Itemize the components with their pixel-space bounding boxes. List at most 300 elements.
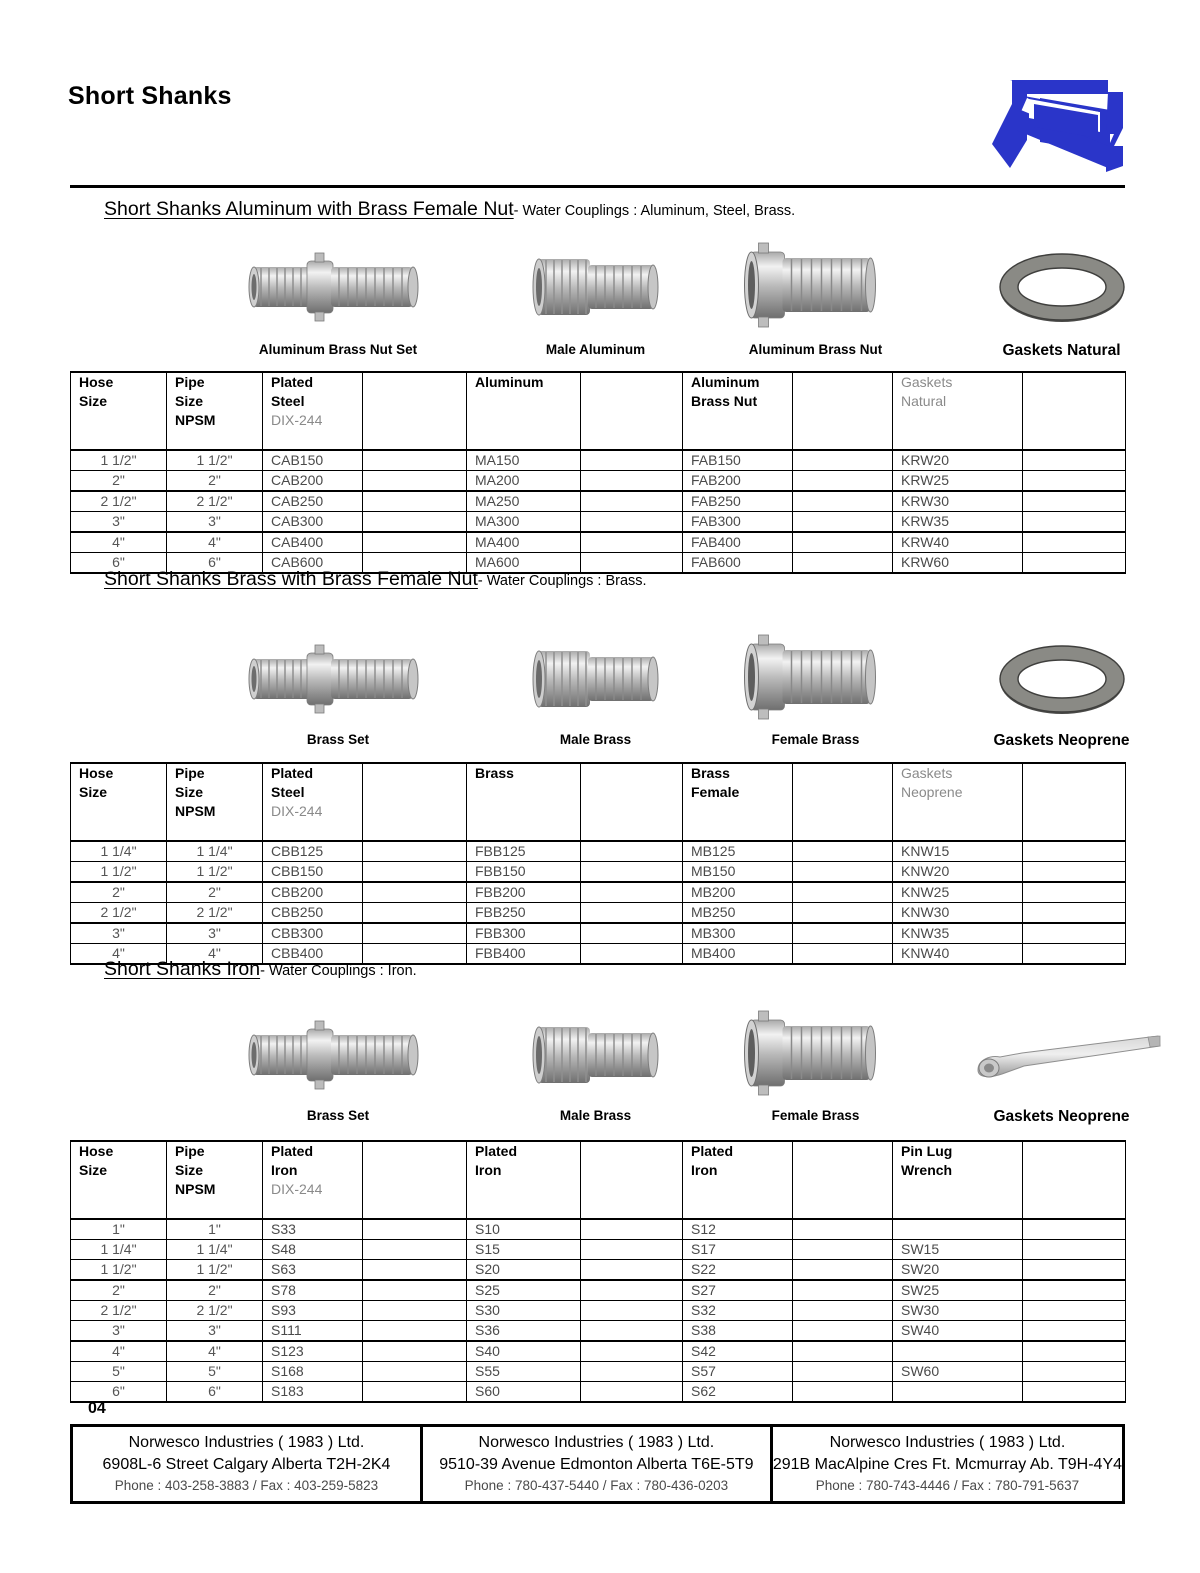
size-cell: 5" bbox=[71, 1362, 167, 1382]
part-number-cell bbox=[581, 1382, 683, 1403]
size-cell: 1 1/4" bbox=[167, 1240, 263, 1260]
part-number-cell bbox=[1023, 882, 1126, 903]
spacer bbox=[691, 1180, 784, 1199]
column-header-line: Size bbox=[79, 784, 108, 800]
part-number-cell bbox=[1023, 471, 1126, 492]
size-cell: 2 1/2" bbox=[167, 903, 263, 924]
part-number-cell: MA150 bbox=[467, 450, 581, 471]
part-number-cell bbox=[363, 1260, 467, 1281]
part-number-cell bbox=[581, 841, 683, 862]
column-header-line: NPSM bbox=[175, 803, 216, 819]
table-row bbox=[71, 1321, 1126, 1342]
product-caption: Male Brass bbox=[559, 732, 632, 747]
part-number-cell bbox=[1023, 1260, 1126, 1281]
column-header bbox=[581, 372, 683, 450]
table-row bbox=[71, 1240, 1126, 1260]
spacer bbox=[79, 1199, 158, 1218]
section-heading-main: Short Shanks Iron bbox=[104, 958, 261, 980]
part-number-cell bbox=[363, 491, 467, 512]
part-number-cell bbox=[1023, 1362, 1126, 1382]
table-body bbox=[71, 372, 1126, 573]
part-number-cell bbox=[1023, 862, 1126, 883]
product-figure bbox=[928, 624, 1195, 756]
part-number-cell: FBB300 bbox=[467, 923, 581, 944]
part-number-cell bbox=[363, 471, 467, 492]
column-header-line: Aluminum bbox=[691, 374, 760, 390]
part-number-cell: FAB600 bbox=[683, 553, 793, 574]
part-number-cell bbox=[581, 923, 683, 944]
part-number-cell: S40 bbox=[467, 1341, 581, 1362]
part-number-cell: KRW20 bbox=[893, 450, 1023, 471]
spacer bbox=[589, 430, 674, 449]
office-name: Norwesco Industries ( 1983 ) Ltd. bbox=[128, 1434, 365, 1451]
size-cell: 1" bbox=[71, 1219, 167, 1240]
office-contact: Phone : 780-743-4446 / Fax : 780-791-5637 bbox=[815, 1478, 1080, 1493]
pin-lug-wrench-image bbox=[962, 1022, 1162, 1092]
part-number-cell: CAB250 bbox=[263, 491, 363, 512]
office-address: 291B MacAlpine Cres Ft. Mcmurray Ab. T9H-4Y4 bbox=[772, 1456, 1123, 1473]
spacer bbox=[901, 821, 1014, 840]
column-header-line: NPSM bbox=[175, 1181, 216, 1197]
part-number-cell: CAB600 bbox=[263, 553, 363, 574]
section-heading-iron bbox=[104, 958, 417, 981]
shank-coupling-set-image bbox=[243, 237, 433, 337]
part-number-cell bbox=[1023, 1341, 1126, 1362]
product-caption: Gaskets Neoprene bbox=[993, 1108, 1130, 1125]
column-header bbox=[167, 1141, 263, 1219]
column-header bbox=[793, 1141, 893, 1219]
part-number-cell bbox=[1023, 903, 1126, 924]
spacer bbox=[1031, 411, 1117, 430]
part-number-cell: CBB125 bbox=[263, 841, 363, 862]
column-header-line: Aluminum bbox=[475, 374, 544, 390]
column-header bbox=[683, 1141, 793, 1219]
column-header-line: Brass bbox=[691, 765, 730, 781]
female-nut-shank-image bbox=[738, 234, 893, 337]
spacer bbox=[371, 802, 458, 821]
column-header bbox=[467, 763, 581, 841]
spacer bbox=[691, 802, 784, 821]
part-number-cell: CBB150 bbox=[263, 862, 363, 883]
part-number-cell: KNW25 bbox=[893, 882, 1023, 903]
spacer bbox=[475, 411, 572, 430]
spacer bbox=[589, 1161, 674, 1180]
part-number-cell bbox=[793, 1280, 893, 1301]
part-number-cell: MB400 bbox=[683, 944, 793, 965]
part-number-cell: SW15 bbox=[893, 1240, 1023, 1260]
part-number-cell: S33 bbox=[263, 1219, 363, 1240]
part-number-cell: KRW30 bbox=[893, 491, 1023, 512]
part-number-cell bbox=[793, 1301, 893, 1321]
part-number-cell: KRW60 bbox=[893, 553, 1023, 574]
table-body bbox=[71, 763, 1126, 964]
column-header bbox=[467, 372, 581, 450]
spacer bbox=[691, 821, 784, 840]
spacer bbox=[801, 392, 884, 411]
table-row bbox=[71, 1280, 1126, 1301]
spacer bbox=[901, 411, 1014, 430]
column-header-line: Size bbox=[175, 1162, 204, 1178]
part-number-cell bbox=[793, 491, 893, 512]
spacer bbox=[801, 1142, 884, 1161]
female-nut-shank-image bbox=[738, 626, 893, 729]
size-cell: 1 1/4" bbox=[167, 841, 263, 862]
spacer bbox=[1031, 764, 1117, 783]
part-number-cell: CBB400 bbox=[263, 944, 363, 965]
part-number-cell bbox=[581, 903, 683, 924]
table-header-row bbox=[71, 1141, 1126, 1219]
table-row bbox=[71, 1301, 1126, 1321]
part-number-cell bbox=[793, 882, 893, 903]
product-figure bbox=[488, 232, 703, 362]
part-number-cell bbox=[363, 1280, 467, 1301]
column-header-line: Plated bbox=[271, 1143, 314, 1159]
size-cell: 4" bbox=[167, 1341, 263, 1362]
spacer bbox=[475, 1180, 572, 1199]
column-header-line: Size bbox=[175, 393, 204, 409]
product-image-strip-brass bbox=[70, 624, 1130, 756]
spacer bbox=[371, 411, 458, 430]
size-cell: 3" bbox=[167, 1321, 263, 1342]
column-header-line: Size bbox=[175, 784, 204, 800]
column-header-subline: Neoprene bbox=[901, 784, 963, 800]
table-row bbox=[71, 471, 1126, 492]
spacer bbox=[371, 430, 458, 449]
part-number-cell: FBB400 bbox=[467, 944, 581, 965]
footer-contact-bar bbox=[70, 1424, 1125, 1504]
spacer bbox=[1031, 1199, 1117, 1218]
part-number-cell: KNW35 bbox=[893, 923, 1023, 944]
spacer bbox=[801, 821, 884, 840]
size-cell: 2 1/2" bbox=[71, 903, 167, 924]
male-shank-image bbox=[526, 1005, 666, 1105]
part-number-cell: FAB400 bbox=[683, 532, 793, 553]
table-row bbox=[71, 1362, 1126, 1382]
part-number-cell: CAB400 bbox=[263, 532, 363, 553]
part-number-cell bbox=[363, 1301, 467, 1321]
column-header bbox=[71, 372, 167, 450]
product-figure bbox=[928, 1000, 1195, 1132]
column-header bbox=[263, 763, 363, 841]
spacer bbox=[589, 802, 674, 821]
product-figure bbox=[703, 1000, 928, 1132]
part-number-cell bbox=[1023, 923, 1126, 944]
spacer bbox=[589, 1142, 674, 1161]
part-number-cell: KNW30 bbox=[893, 903, 1023, 924]
section-heading-aluminum bbox=[104, 198, 795, 221]
part-number-cell: S38 bbox=[683, 1321, 793, 1342]
part-number-cell: CAB300 bbox=[263, 512, 363, 533]
footer-office-edmonton bbox=[420, 1427, 770, 1501]
part-number-cell bbox=[793, 841, 893, 862]
column-header bbox=[167, 763, 263, 841]
part-number-cell bbox=[1023, 1219, 1126, 1240]
female-nut-shank-image bbox=[738, 1002, 893, 1105]
part-number-cell: MB300 bbox=[683, 923, 793, 944]
spacer bbox=[801, 411, 884, 430]
column-header bbox=[263, 1141, 363, 1219]
table-row bbox=[71, 1260, 1126, 1281]
part-number-cell bbox=[363, 1321, 467, 1342]
part-number-cell bbox=[581, 1301, 683, 1321]
part-number-cell bbox=[793, 512, 893, 533]
spec-table-brass bbox=[70, 762, 1126, 965]
spacer bbox=[1031, 1161, 1117, 1180]
spacer bbox=[801, 783, 884, 802]
size-cell: 2 1/2" bbox=[71, 491, 167, 512]
spacer bbox=[1031, 430, 1117, 449]
column-header-subline: Gaskets bbox=[901, 765, 953, 781]
part-number-cell bbox=[581, 471, 683, 492]
part-number-cell bbox=[1023, 944, 1126, 965]
spacer bbox=[271, 430, 354, 449]
part-number-cell: S93 bbox=[263, 1301, 363, 1321]
column-header-subline: Gaskets bbox=[901, 374, 953, 390]
part-number-cell: MB150 bbox=[683, 862, 793, 883]
part-number-cell bbox=[363, 841, 467, 862]
part-number-cell bbox=[1023, 1382, 1126, 1403]
part-number-cell bbox=[363, 450, 467, 471]
part-number-cell bbox=[363, 1362, 467, 1382]
office-name: Norwesco Industries ( 1983 ) Ltd. bbox=[478, 1434, 715, 1451]
table-header-row bbox=[71, 763, 1126, 841]
part-number-cell bbox=[793, 923, 893, 944]
column-header-line: Hose bbox=[79, 1143, 114, 1159]
part-number-cell: SW40 bbox=[893, 1321, 1023, 1342]
spacer bbox=[371, 392, 458, 411]
size-cell: 5" bbox=[167, 1362, 263, 1382]
column-header-line: Iron bbox=[271, 1162, 298, 1178]
part-number-cell: MA250 bbox=[467, 491, 581, 512]
part-number-cell: MA200 bbox=[467, 471, 581, 492]
size-cell: 2" bbox=[71, 882, 167, 903]
spacer bbox=[589, 392, 674, 411]
part-number-cell: S111 bbox=[263, 1321, 363, 1342]
part-number-cell bbox=[581, 944, 683, 965]
product-figure bbox=[208, 232, 468, 362]
spacer bbox=[371, 373, 458, 392]
spacer bbox=[1031, 802, 1117, 821]
size-cell: 1" bbox=[167, 1219, 263, 1240]
part-number-cell bbox=[793, 1382, 893, 1403]
spacer bbox=[79, 411, 158, 430]
part-number-cell: KRW35 bbox=[893, 512, 1023, 533]
size-cell: 3" bbox=[71, 923, 167, 944]
size-cell: 4" bbox=[71, 944, 167, 965]
size-cell: 2 1/2" bbox=[167, 491, 263, 512]
size-cell: 3" bbox=[167, 512, 263, 533]
table-row bbox=[71, 512, 1126, 533]
table-row bbox=[71, 923, 1126, 944]
size-cell: 3" bbox=[71, 512, 167, 533]
part-number-cell bbox=[793, 1321, 893, 1342]
part-number-cell: S57 bbox=[683, 1362, 793, 1382]
office-name: Norwesco Industries ( 1983 ) Ltd. bbox=[829, 1434, 1066, 1451]
part-number-cell: MA600 bbox=[467, 553, 581, 574]
part-number-cell bbox=[363, 923, 467, 944]
column-header-line: Brass bbox=[475, 765, 514, 781]
part-number-cell: CBB200 bbox=[263, 882, 363, 903]
part-number-cell: S55 bbox=[467, 1362, 581, 1382]
table-row bbox=[71, 882, 1126, 903]
product-figure bbox=[703, 624, 928, 756]
column-header bbox=[467, 1141, 581, 1219]
size-cell: 2" bbox=[167, 1280, 263, 1301]
part-number-cell bbox=[363, 882, 467, 903]
column-header-subline: DIX-244 bbox=[271, 1181, 323, 1197]
spacer bbox=[901, 1180, 1014, 1199]
spacer bbox=[1031, 392, 1117, 411]
part-number-cell: SW60 bbox=[893, 1362, 1023, 1382]
table-row bbox=[71, 450, 1126, 471]
part-number-cell: FBB250 bbox=[467, 903, 581, 924]
part-number-cell bbox=[793, 1240, 893, 1260]
spacer bbox=[1031, 821, 1117, 840]
table-row bbox=[71, 491, 1126, 512]
column-header-line: Hose bbox=[79, 374, 114, 390]
part-number-cell: FBB125 bbox=[467, 841, 581, 862]
table-header-row bbox=[71, 372, 1126, 450]
spacer bbox=[475, 783, 572, 802]
part-number-cell: MA400 bbox=[467, 532, 581, 553]
product-caption: Aluminum Brass Nut Set bbox=[258, 342, 418, 357]
part-number-cell: S123 bbox=[263, 1341, 363, 1362]
part-number-cell bbox=[363, 903, 467, 924]
part-number-cell bbox=[793, 471, 893, 492]
page-number: 04 bbox=[88, 1400, 106, 1417]
part-number-cell: KNW20 bbox=[893, 862, 1023, 883]
part-number-cell bbox=[793, 553, 893, 574]
spacer bbox=[371, 1142, 458, 1161]
part-number-cell bbox=[1023, 553, 1126, 574]
part-number-cell: S48 bbox=[263, 1240, 363, 1260]
part-number-cell bbox=[1023, 1240, 1126, 1260]
part-number-cell: MB125 bbox=[683, 841, 793, 862]
product-caption: Male Brass bbox=[559, 1108, 632, 1123]
part-number-cell: S63 bbox=[263, 1260, 363, 1281]
size-cell: 6" bbox=[71, 553, 167, 574]
part-number-cell bbox=[581, 512, 683, 533]
spacer bbox=[589, 1180, 674, 1199]
column-header-subline: Natural bbox=[901, 393, 947, 409]
spacer bbox=[589, 821, 674, 840]
spacer bbox=[475, 821, 572, 840]
product-caption: Brass Set bbox=[306, 1108, 370, 1123]
part-number-cell: FAB250 bbox=[683, 491, 793, 512]
spacer bbox=[1031, 373, 1117, 392]
column-header bbox=[683, 763, 793, 841]
column-header-line: NPSM bbox=[175, 412, 216, 428]
product-caption: Brass Set bbox=[306, 732, 370, 747]
column-header bbox=[363, 763, 467, 841]
part-number-cell bbox=[793, 1219, 893, 1240]
column-header-line: Pipe bbox=[175, 374, 205, 390]
product-figure bbox=[208, 624, 468, 756]
male-shank-image bbox=[526, 629, 666, 729]
column-header-line: Plated bbox=[271, 374, 314, 390]
part-number-cell bbox=[1023, 1321, 1126, 1342]
column-header-line: Pin Lug bbox=[901, 1143, 953, 1159]
size-cell: 1 1/2" bbox=[167, 450, 263, 471]
column-header-line: Wrench bbox=[901, 1162, 953, 1178]
column-header bbox=[893, 1141, 1023, 1219]
spacer bbox=[371, 1199, 458, 1218]
part-number-cell: FBB150 bbox=[467, 862, 581, 883]
part-number-cell bbox=[1023, 1280, 1126, 1301]
spacer bbox=[175, 1199, 254, 1218]
part-number-cell bbox=[581, 1341, 683, 1362]
part-number-cell bbox=[1023, 512, 1126, 533]
column-header-line: Pipe bbox=[175, 1143, 205, 1159]
spacer bbox=[79, 430, 158, 449]
size-cell: 2" bbox=[71, 471, 167, 492]
part-number-cell bbox=[1023, 1301, 1126, 1321]
size-cell: 1 1/2" bbox=[71, 862, 167, 883]
part-number-cell: FAB150 bbox=[683, 450, 793, 471]
spacer bbox=[801, 802, 884, 821]
spacer bbox=[271, 821, 354, 840]
spacer bbox=[371, 1180, 458, 1199]
spacer bbox=[79, 802, 158, 821]
product-caption: Aluminum Brass Nut bbox=[748, 342, 883, 357]
column-header-line: Brass Nut bbox=[691, 393, 758, 409]
spacer bbox=[475, 1199, 572, 1218]
part-number-cell: S10 bbox=[467, 1219, 581, 1240]
spacer bbox=[1031, 783, 1117, 802]
product-caption: Male Aluminum bbox=[545, 342, 646, 357]
footer-office-calgary bbox=[73, 1427, 420, 1501]
product-figure bbox=[928, 232, 1195, 362]
part-number-cell bbox=[893, 1341, 1023, 1362]
part-number-cell: MB250 bbox=[683, 903, 793, 924]
part-number-cell: CAB200 bbox=[263, 471, 363, 492]
spacer bbox=[271, 1199, 354, 1218]
male-shank-image bbox=[526, 237, 666, 337]
spacer bbox=[475, 802, 572, 821]
part-number-cell bbox=[363, 862, 467, 883]
product-caption: Female Brass bbox=[771, 1108, 860, 1123]
column-header-line: Iron bbox=[691, 1162, 718, 1178]
part-number-cell: CBB250 bbox=[263, 903, 363, 924]
size-cell: 1 1/2" bbox=[71, 450, 167, 471]
product-figure bbox=[488, 1000, 703, 1132]
spacer bbox=[589, 764, 674, 783]
table-row bbox=[71, 532, 1126, 553]
shank-coupling-set-image bbox=[243, 1005, 433, 1105]
part-number-cell: MB200 bbox=[683, 882, 793, 903]
product-caption: Gaskets Neoprene bbox=[993, 732, 1130, 749]
office-address: 6908L-6 Street Calgary Alberta T2H-2K4 bbox=[102, 1456, 391, 1473]
column-header-subline: DIX-244 bbox=[271, 803, 323, 819]
size-cell: 1 1/2" bbox=[167, 1260, 263, 1281]
size-cell: 1 1/4" bbox=[71, 1240, 167, 1260]
size-cell: 6" bbox=[167, 1382, 263, 1403]
spacer bbox=[901, 802, 1014, 821]
part-number-cell bbox=[1023, 532, 1126, 553]
part-number-cell bbox=[581, 1260, 683, 1281]
part-number-cell bbox=[793, 1341, 893, 1362]
shank-coupling-set-image bbox=[243, 629, 433, 729]
column-header bbox=[793, 763, 893, 841]
part-number-cell: SW25 bbox=[893, 1280, 1023, 1301]
product-image-strip-aluminum bbox=[70, 232, 1125, 362]
table-row bbox=[71, 903, 1126, 924]
product-figure bbox=[703, 232, 928, 362]
part-number-cell: S60 bbox=[467, 1382, 581, 1403]
spacer bbox=[691, 1199, 784, 1218]
column-header bbox=[581, 1141, 683, 1219]
part-number-cell bbox=[793, 532, 893, 553]
